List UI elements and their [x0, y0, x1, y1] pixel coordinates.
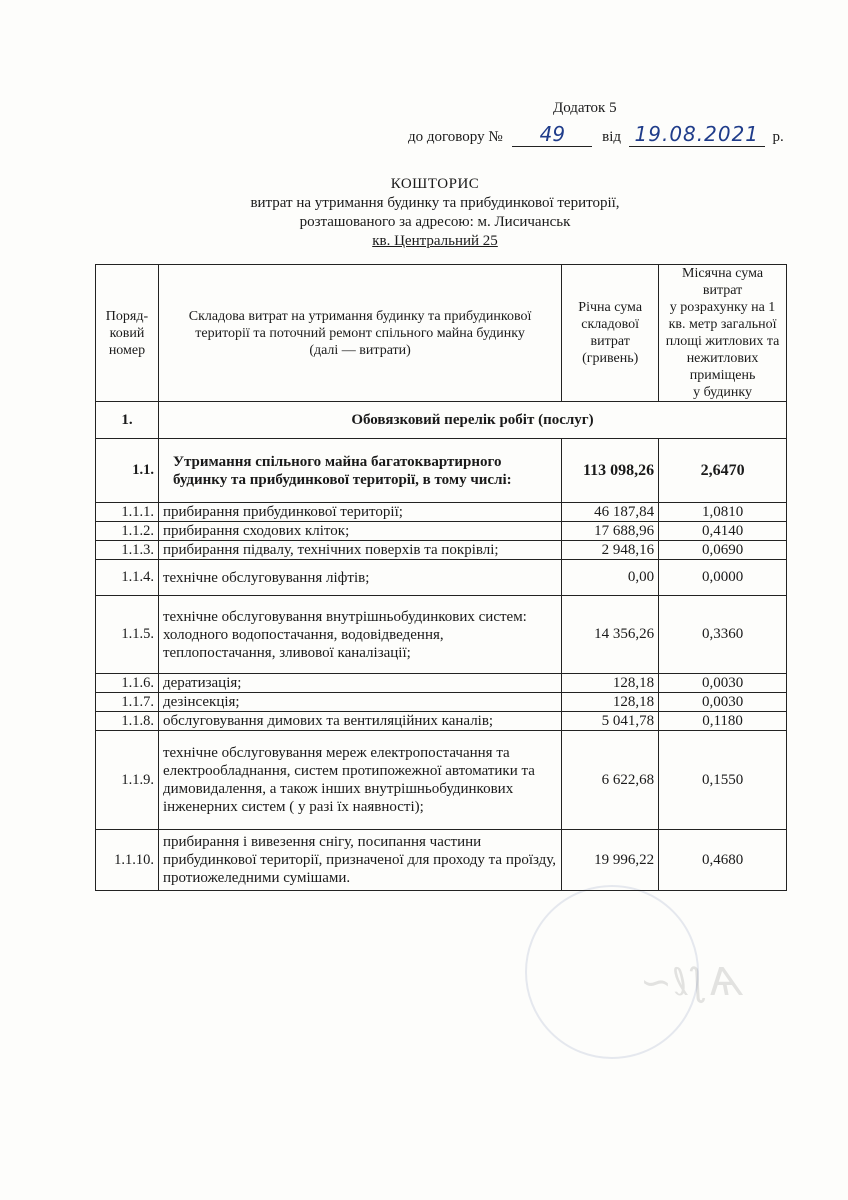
row-monthly: 0,3360 [659, 596, 787, 674]
row-description: дератизація; [158, 674, 561, 693]
group-row [96, 439, 787, 503]
row-monthly: 0,1550 [659, 731, 787, 830]
column-header-number: Поряд- ковий номер [96, 265, 159, 402]
row-description: дезінсекція; [158, 693, 561, 712]
row-description: прибирання сходових кліток; [158, 522, 561, 541]
row-number: 1.1.8. [96, 712, 159, 731]
row-monthly: 0,4140 [659, 522, 787, 541]
table-row [96, 541, 787, 560]
column-header-monthly: Місячна сума витрат у розрахунку на 1 кв. метр загальної площі житлових та нежитлових приміщень у будинку [659, 265, 787, 402]
row-annual: 128,18 [562, 693, 659, 712]
column-header-description: Складова витрат на утримання будинку та прибудинкової території та поточний ремонт спільного майна будинку (далі — витрати) [158, 265, 561, 402]
table-row [96, 830, 787, 891]
row-number: 1.1.4. [96, 560, 159, 596]
row-monthly: 0,4680 [659, 830, 787, 891]
row-monthly: 0,1180 [659, 712, 787, 731]
row-description: прибирання підвалу, технічних поверхів та покрівлі; [158, 541, 561, 560]
row-description: прибирання прибудинкової території; [158, 503, 561, 522]
row-annual: 6 622,68 [562, 731, 659, 830]
table-row [96, 693, 787, 712]
title-line-1: витрат на утримання будинку та прибудинкової території, [250, 195, 620, 211]
table-row [96, 522, 787, 541]
table-row [96, 712, 787, 731]
table-row [96, 731, 787, 830]
annex-label: Додаток 5 [553, 100, 617, 116]
group-number: 1.1. [96, 439, 159, 503]
table-row [96, 503, 787, 522]
row-number: 1.1.6. [96, 674, 159, 693]
row-description: технічне обслуговування ліфтів; [158, 560, 561, 596]
row-annual: 19 996,22 [562, 830, 659, 891]
bleed-through-stamp [525, 885, 699, 1059]
row-number: 1.1.7. [96, 693, 159, 712]
table-row [96, 560, 787, 596]
table-header-row [96, 265, 787, 402]
row-annual: 128,18 [562, 674, 659, 693]
table-row [96, 674, 787, 693]
section-number: 1. [96, 402, 159, 439]
row-description: прибирання і вивезення снігу, посипання частини прибудинкової території, призначеної для проходу та проїзду, протиожеледними сумішами. [158, 830, 561, 891]
row-monthly: 0,0030 [659, 693, 787, 712]
row-description: технічне обслуговування мереж електропостачання та електрообладнання, систем протипожежної автоматики та димовидалення, а також інших внутрішньобудинкових інженерних систем ( у разі їх наявності); [158, 731, 561, 830]
contract-number: 49 [512, 122, 592, 147]
table-row [96, 596, 787, 674]
cost-table [95, 264, 787, 891]
contract-date: 19.08.2021 [629, 122, 765, 147]
group-monthly: 2,6470 [659, 439, 787, 503]
contract-prefix: до договору № [408, 129, 503, 145]
row-description: технічне обслуговування внутрішньобудинкових систем: холодного водопостачання, водовідведення, теплопостачання, зливової каналізації; [158, 596, 561, 674]
row-annual: 17 688,96 [562, 522, 659, 541]
contract-reference [408, 122, 784, 147]
row-description: обслуговування димових та вентиляційних каналів; [158, 712, 561, 731]
date-prefix: від [602, 129, 622, 145]
row-number: 1.1.5. [96, 596, 159, 674]
document-title-block [220, 175, 650, 251]
group-description: Утримання спільного майна багатоквартирного будинку та прибудинкової території, в тому числі: [158, 439, 561, 503]
row-annual: 46 187,84 [562, 503, 659, 522]
row-monthly: 0,0000 [659, 560, 787, 596]
column-header-annual: Річна сума складової витрат (гривень) [562, 265, 659, 402]
row-annual: 0,00 [562, 560, 659, 596]
section-title: Обовязковий перелік робіт (послуг) [158, 402, 786, 439]
row-number: 1.1.3. [96, 541, 159, 560]
document-title: КОШТОРИС [390, 176, 480, 192]
row-number: 1.1.1. [96, 503, 159, 522]
row-number: 1.1.10. [96, 830, 159, 891]
row-number: 1.1.2. [96, 522, 159, 541]
bleed-through-signature: Ѧ∫ℓ~ [640, 960, 741, 1004]
row-monthly: 0,0030 [659, 674, 787, 693]
row-monthly: 0,0690 [659, 541, 787, 560]
group-annual: 113 098,26 [562, 439, 659, 503]
row-annual: 14 356,26 [562, 596, 659, 674]
row-monthly: 1,0810 [659, 503, 787, 522]
row-annual: 2 948,16 [562, 541, 659, 560]
row-annual: 5 041,78 [562, 712, 659, 731]
title-address: кв. Центральний 25 [372, 233, 498, 249]
date-suffix: р. [772, 129, 784, 145]
row-number: 1.1.9. [96, 731, 159, 830]
section-row [96, 402, 787, 439]
title-line-2: розташованого за адресою: м. Лисичанськ [299, 214, 571, 230]
